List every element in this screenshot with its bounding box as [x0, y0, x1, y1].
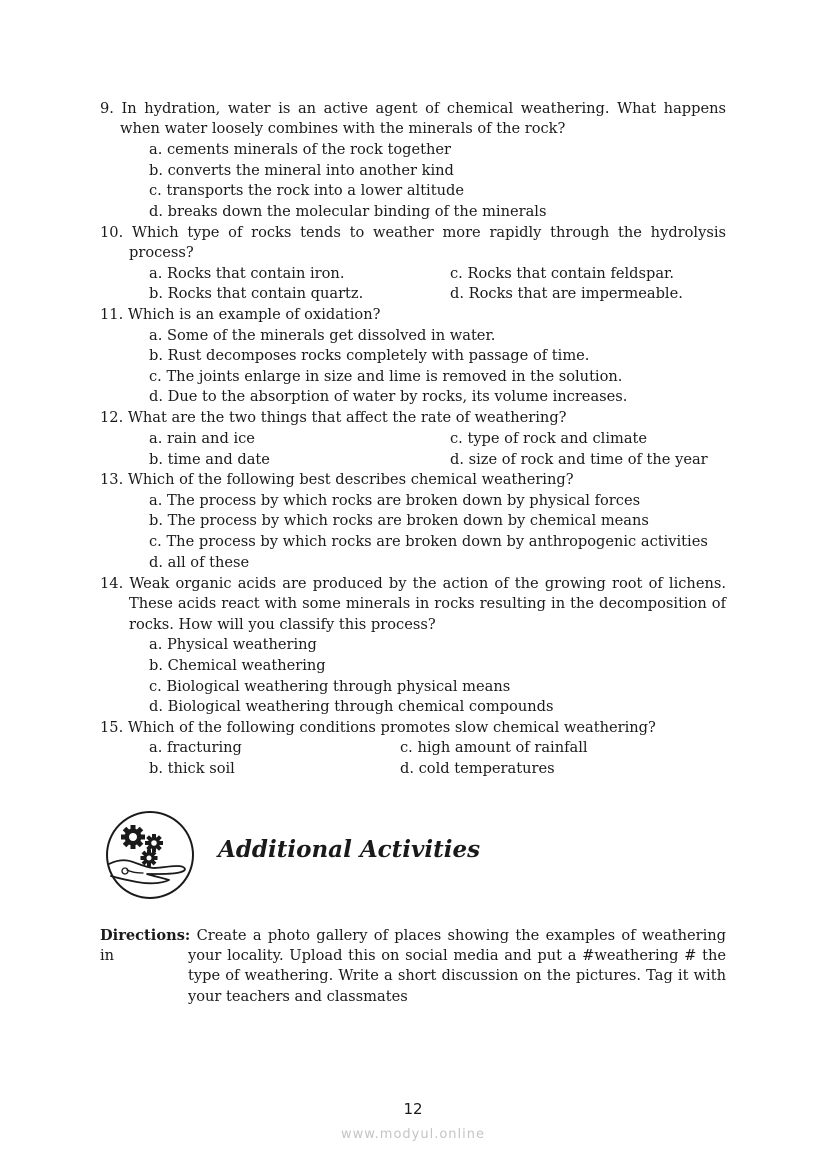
- question-9-stem-line-1: 9. In hydration, water is an active agent of chemical weathering. What happens: [100, 100, 726, 117]
- question-12-choice-d: d. size of rock and time of the year: [450, 451, 708, 468]
- question-10-choice-a: a. Rocks that contain iron.: [149, 265, 345, 282]
- question-11-stem: 11. Which is an example of oxidation?: [100, 306, 381, 323]
- question-14-stem-line-3: rocks. How will you classify this process?: [129, 616, 436, 633]
- directions-text-line-3: type of weathering. Write a short discussion on the pictures. Tag it with: [188, 967, 726, 984]
- question-15-choice-c: c. high amount of rainfall: [400, 739, 588, 756]
- question-14-choice-a: a. Physical weathering: [149, 636, 317, 653]
- question-11-choice-a: a. Some of the minerals get dissolved in water.: [149, 327, 496, 344]
- question-10-stem-line-1: 10. Which type of rocks tends to weather more rapidly through the hydrolysis: [100, 224, 726, 241]
- question-11-choice-d: d. Due to the absorption of water by rocks, its volume increases.: [149, 388, 628, 405]
- question-9-choice-c: c. transports the rock into a lower altitude: [149, 182, 464, 199]
- question-13-stem: 13. Which of the following best describes chemical weathering?: [100, 471, 574, 488]
- gears-in-hand-icon: [103, 810, 197, 900]
- question-10-choice-c: c. Rocks that contain feldspar.: [450, 265, 675, 282]
- directions-text-line-2: your locality. Upload this on social media and put a #weathering # the: [188, 947, 726, 964]
- question-13-choice-a: a. The process by which rocks are broken down by physical forces: [149, 492, 641, 509]
- question-14-choice-c: c. Biological weathering through physical means: [149, 678, 511, 695]
- section-title: Additional Activities: [218, 836, 481, 863]
- question-12-choice-b: b. time and date: [149, 451, 270, 468]
- question-14-stem-line-2: These acids react with some minerals in rocks resulting in the decomposition of: [129, 595, 726, 612]
- question-15-choice-d: d. cold temperatures: [400, 760, 555, 777]
- question-13-choice-b: b. The process by which rocks are broken down by chemical means: [149, 512, 649, 529]
- question-10-choice-d: d. Rocks that are impermeable.: [450, 285, 683, 302]
- question-9-choice-a: a. cements minerals of the rock together: [149, 141, 451, 158]
- question-10-stem-line-2: process?: [129, 244, 194, 261]
- question-13-choice-c: c. The process by which rocks are broken down by anthropogenic activities: [149, 533, 708, 550]
- page-number: 12: [403, 1100, 423, 1118]
- question-15-choice-b: b. thick soil: [149, 760, 235, 777]
- question-9-choice-b: b. converts the mineral into another kind: [149, 162, 454, 179]
- question-12-choice-a: a. rain and ice: [149, 430, 255, 447]
- question-12-choice-c: c. type of rock and climate: [450, 430, 648, 447]
- question-14-choice-d: d. Biological weathering through chemical compounds: [149, 698, 554, 715]
- question-15-choice-a: a. fracturing: [149, 739, 242, 756]
- question-10-choice-b: b. Rocks that contain quartz.: [149, 285, 364, 302]
- directions-text-line-4: your teachers and classmates: [188, 988, 408, 1005]
- question-9-stem-line-2: when water loosely combines with the minerals of the rock?: [120, 120, 566, 137]
- question-14-stem-line-1: 14. Weak organic acids are produced by the action of the growing root of lichens.: [100, 575, 726, 592]
- question-14-choice-b: b. Chemical weathering: [149, 657, 326, 674]
- question-11-choice-b: b. Rust decomposes rocks completely with passage of time.: [149, 347, 590, 364]
- watermark: www.modyul.online: [340, 1127, 486, 1142]
- directions-text-line-1: Create a photo gallery of places showing the examples of weathering in: [100, 927, 726, 964]
- question-11-choice-c: c. The joints enlarge in size and lime is removed in the solution.: [149, 368, 623, 385]
- question-12-stem: 12. What are the two things that affect the rate of weathering?: [100, 409, 567, 426]
- directions-label: Directions:: [100, 927, 191, 944]
- question-9-choice-d: d. breaks down the molecular binding of the minerals: [149, 203, 547, 220]
- question-13-choice-d: d. all of these: [149, 554, 250, 571]
- question-15-stem: 15. Which of the following conditions promotes slow chemical weathering?: [100, 719, 656, 736]
